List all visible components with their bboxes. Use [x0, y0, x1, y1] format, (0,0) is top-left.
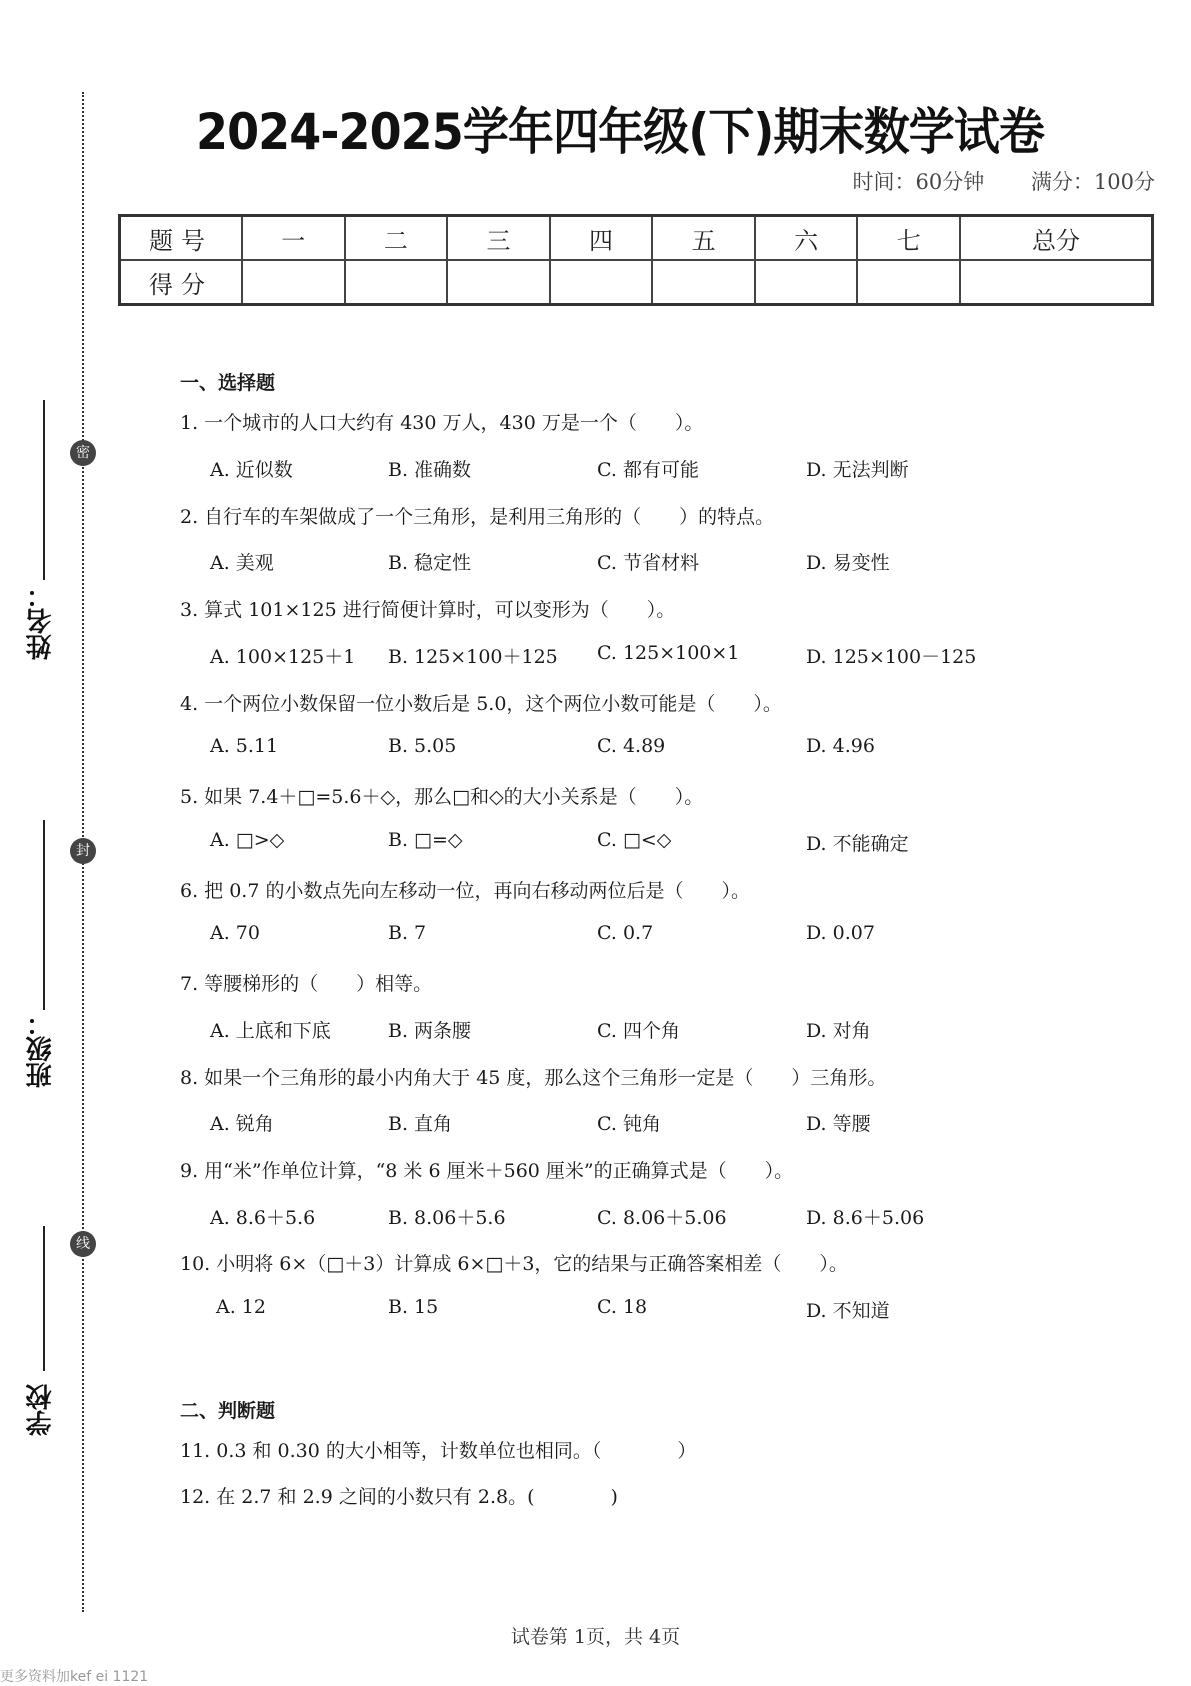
option-d: D. 无法判断 — [806, 459, 909, 481]
option-c: C. 都有可能 — [597, 459, 699, 481]
col-total: 总分 — [960, 216, 1152, 261]
name-field-label: 姓名： — [26, 582, 56, 660]
option-c: C. 四个角 — [597, 1020, 680, 1042]
question-12: 12. 在 2.7 和 2.9 之间的小数只有 2.8。( ) — [180, 1486, 618, 1508]
score-cell[interactable] — [857, 260, 960, 305]
option-a: A. 锐角 — [210, 1113, 274, 1135]
row-label-question-number: 题号 — [120, 216, 243, 261]
score-table-header-row — [120, 216, 1153, 261]
option-b: B. 15 — [388, 1296, 439, 1318]
question-9: 9. 用“米”作单位计算，“8 米 6 厘米＋560 厘米”的正确算式是（ ）。 — [180, 1160, 794, 1182]
question-4: 4. 一个两位小数保留一位小数后是 5.0，这个两位小数可能是（ ）。 — [180, 693, 782, 715]
option-d: D. 125×100－125 — [806, 646, 977, 668]
col-6: 六 — [755, 216, 858, 261]
score-cell[interactable] — [652, 260, 755, 305]
option-a: A. 美观 — [210, 552, 274, 574]
option-d: D. 8.6＋5.06 — [806, 1207, 925, 1229]
class-field-label: 班级： — [26, 1010, 56, 1088]
option-b: B. 8.06＋5.6 — [388, 1207, 506, 1229]
option-b: B. 7 — [388, 922, 427, 944]
school-field-label: 学校 — [26, 1384, 56, 1436]
score-cell[interactable] — [242, 260, 345, 305]
exam-time: 时间：60分钟 — [852, 170, 985, 194]
page-number: 试卷第 1页，共 4页 — [510, 1626, 681, 1648]
option-d: D. 0.07 — [806, 922, 875, 944]
question-5: 5. 如果 7.4＋□=5.6＋◇，那么□和◇的大小关系是（ ）。 — [180, 786, 704, 808]
option-b: B. 5.05 — [388, 735, 457, 757]
seal-mi-icon: 密 — [70, 440, 96, 466]
option-c: C. 节省材料 — [597, 552, 699, 574]
school-field-line — [43, 1226, 45, 1371]
option-b: B. 两条腰 — [388, 1020, 472, 1042]
option-b: B. 125×100＋125 — [388, 646, 558, 668]
watermark-text: 更多资料加kef ei 1121 — [0, 1669, 149, 1685]
option-d: D. 不知道 — [806, 1300, 890, 1322]
option-b: B. 稳定性 — [388, 552, 472, 574]
class-field-line — [43, 820, 45, 1010]
option-a: A. 70 — [210, 922, 260, 944]
score-cell[interactable] — [550, 260, 653, 305]
score-cell[interactable] — [755, 260, 858, 305]
exam-meta — [812, 166, 1155, 196]
score-table-score-row — [120, 260, 1153, 305]
seal-xian-icon: 线 — [70, 1231, 96, 1257]
option-a: A. 近似数 — [210, 459, 293, 481]
option-d: D. 不能确定 — [806, 833, 909, 855]
option-a: A. 5.11 — [210, 735, 279, 757]
option-c: C. 4.89 — [597, 735, 666, 757]
option-d: D. 对角 — [806, 1020, 871, 1042]
page-title: 2024-2025学年四年级(下)期末数学试卷 — [195, 103, 1045, 161]
question-3: 3. 算式 101×125 进行简便计算时，可以变形为（ ）。 — [180, 599, 676, 621]
col-5: 五 — [652, 216, 755, 261]
question-7: 7. 等腰梯形的（ ）相等。 — [180, 973, 433, 995]
col-1: 一 — [242, 216, 345, 261]
option-a: A. 12 — [216, 1296, 266, 1318]
option-c: C. 125×100×1 — [597, 642, 740, 664]
option-d: D. 等腰 — [806, 1113, 871, 1135]
question-10: 10. 小明将 6×（□＋3）计算成 6×□＋3，它的结果与正确答案相差（ ）。 — [180, 1253, 848, 1275]
seal-feng-icon: 封 — [70, 838, 96, 864]
col-3: 三 — [447, 216, 550, 261]
option-d: D. 易变性 — [806, 552, 890, 574]
col-7: 七 — [857, 216, 960, 261]
row-label-score: 得分 — [120, 260, 243, 305]
score-table — [118, 214, 1154, 306]
col-4: 四 — [550, 216, 653, 261]
option-d: D. 4.96 — [806, 735, 875, 757]
question-2: 2. 自行车的车架做成了一个三角形，是利用三角形的（ ）的特点。 — [180, 506, 775, 528]
option-c: C. 8.06＋5.06 — [597, 1207, 727, 1229]
exam-full-score: 满分：100分 — [1030, 170, 1155, 194]
question-8: 8. 如果一个三角形的最小内角大于 45 度，那么这个三角形一定是（ ）三角形。 — [180, 1067, 887, 1089]
section-2-heading: 二、判断题 — [180, 1400, 276, 1422]
section-1-heading: 一、选择题 — [180, 372, 276, 394]
score-cell[interactable] — [447, 260, 550, 305]
option-b: B. □=◇ — [388, 829, 463, 851]
option-a: A. 上底和下底 — [210, 1020, 331, 1042]
option-c: C. □<◇ — [597, 829, 672, 851]
score-cell[interactable] — [345, 260, 448, 305]
option-a: A. □>◇ — [210, 829, 285, 851]
option-a: A. 100×125＋1 — [210, 646, 356, 668]
option-c: C. 钝角 — [597, 1113, 661, 1135]
question-11: 11. 0.3 和 0.30 的大小相等，计数单位也相同。（ ） — [180, 1440, 697, 1462]
name-field-line — [43, 400, 45, 580]
option-c: C. 18 — [597, 1296, 648, 1318]
option-b: B. 准确数 — [388, 459, 472, 481]
score-cell[interactable] — [960, 260, 1152, 305]
question-1: 1. 一个城市的人口大约有 430 万人，430 万是一个（ ）。 — [180, 412, 704, 434]
option-a: A. 8.6＋5.6 — [210, 1207, 316, 1229]
col-2: 二 — [345, 216, 448, 261]
question-6: 6. 把 0.7 的小数点先向左移动一位，再向右移动两位后是（ ）。 — [180, 880, 750, 902]
option-b: B. 直角 — [388, 1113, 453, 1135]
option-c: C. 0.7 — [597, 922, 654, 944]
